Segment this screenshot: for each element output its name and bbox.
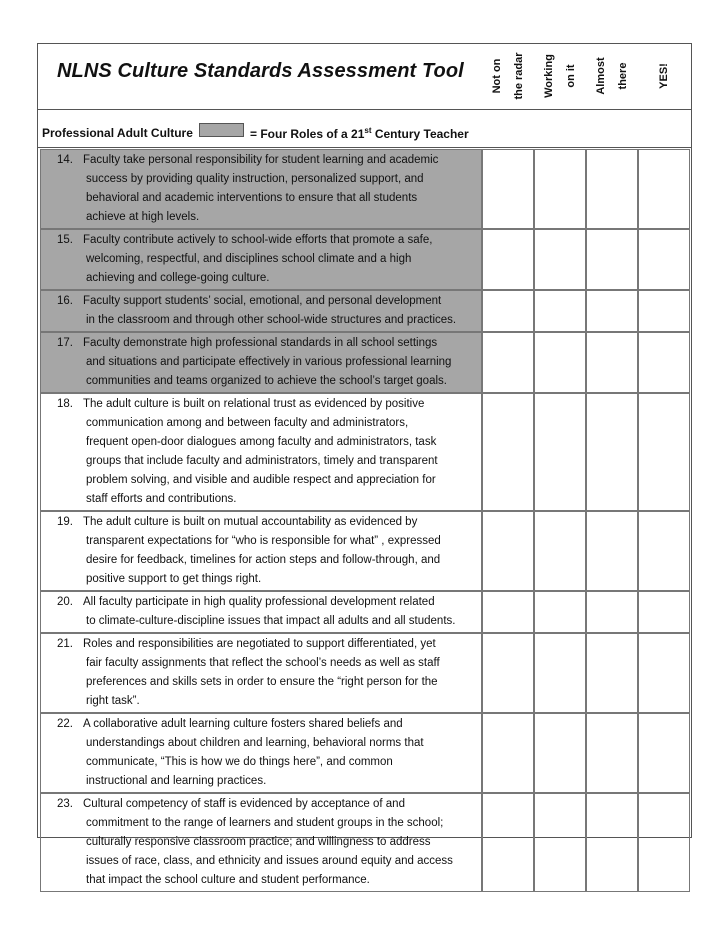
rating-label-line1: Not on: [491, 58, 503, 94]
standard-row: [37, 793, 692, 892]
standard-line-text: desire for feedback, timelines for action steps and follow-through, and: [86, 554, 441, 566]
standard-row: [37, 511, 692, 591]
legend-swatch: [199, 123, 244, 137]
standard-line: [57, 151, 487, 170]
rating-header-yes: [638, 43, 690, 109]
standard-line-text: welcoming, respectful, and disciplines school climate and a high: [86, 253, 412, 265]
standard-number: 15.: [57, 234, 73, 246]
rating-checkbox-cell[interactable]: [534, 332, 586, 393]
rating-checkbox-cell[interactable]: [482, 332, 534, 393]
rating-checkbox-cell[interactable]: [534, 591, 586, 633]
rating-checkbox-cell[interactable]: [638, 393, 690, 511]
standard-line-text: preferences and skills sets in order to ensure the “right person for the: [86, 676, 438, 688]
standard-line-text: success by providing quality instruction, personalized support, and: [86, 173, 424, 185]
standard-line: [57, 372, 487, 391]
rating-checkbox-cell[interactable]: [586, 793, 638, 892]
section-label: Professional Adult Culture: [42, 126, 193, 140]
rating-scale-header: [482, 43, 692, 109]
rating-checkbox-cell[interactable]: [482, 290, 534, 332]
standard-line: [57, 833, 487, 852]
legend-post: Century Teacher: [371, 127, 469, 141]
rating-checkbox-cell[interactable]: [638, 229, 690, 290]
rating-label-line1: YES!: [658, 63, 670, 89]
standard-line: [57, 795, 487, 814]
rating-checkbox-cell[interactable]: [586, 290, 638, 332]
rating-checkbox-cell[interactable]: [534, 713, 586, 793]
standard-line: [57, 414, 487, 433]
standard-line-text: and situations and participate effectively in various professional learning: [86, 356, 452, 368]
standard-line-text: transparent expectations for “who is responsible for what” , expressed: [86, 535, 441, 547]
standard-line-text: in the classroom and through other school-wide structures and practices.: [86, 314, 457, 326]
rating-checkbox-cell[interactable]: [482, 793, 534, 892]
rating-header-working-on-it: [534, 43, 586, 109]
standard-line: [57, 513, 487, 532]
standard-line: [57, 570, 487, 589]
standard-line: [57, 612, 487, 631]
standard-number: 17.: [57, 337, 73, 349]
standard-row: [37, 290, 692, 332]
standard-line-text: culturally responsive classroom practice; and willingness to address: [86, 836, 431, 848]
rating-checkbox-cell[interactable]: [586, 149, 638, 229]
standard-line: [57, 189, 487, 208]
standard-row: [37, 332, 692, 393]
rating-checkbox-cell[interactable]: [482, 229, 534, 290]
standard-text: [57, 513, 487, 589]
standard-text: [57, 635, 487, 711]
standard-line-text: groups that include faculty and administrators, timely and transparent: [86, 455, 438, 467]
header-divider: [37, 109, 692, 110]
rating-checkbox-cell[interactable]: [482, 393, 534, 511]
standard-line-text: commitment to the range of learners and student groups in the school;: [86, 817, 444, 829]
standard-line: [57, 334, 487, 353]
standard-line-text: communities and teams organized to achieve the school’s target goals.: [86, 375, 447, 387]
standard-line-text: problem solving, and visible and audible respect and appreciation for: [86, 474, 436, 486]
standard-line: [57, 871, 487, 890]
standard-line: [57, 471, 487, 490]
rating-checkbox-cell[interactable]: [638, 713, 690, 793]
standard-line-text: A collaborative adult learning culture fosters shared beliefs and: [83, 718, 403, 730]
standard-number: 19.: [57, 516, 73, 528]
section-divider: [37, 147, 692, 148]
rating-checkbox-cell[interactable]: [586, 393, 638, 511]
standard-line: [57, 269, 487, 288]
rating-checkbox-cell[interactable]: [638, 633, 690, 713]
standard-row: [37, 149, 692, 229]
standard-line-text: achieve at high levels.: [86, 211, 200, 223]
standard-text: [57, 593, 487, 631]
standard-line: [57, 593, 487, 612]
standard-line: [57, 311, 487, 330]
rating-checkbox-cell[interactable]: [638, 332, 690, 393]
standard-number: 22.: [57, 718, 73, 730]
rating-label-line1: Almost: [595, 57, 607, 95]
standard-line: [57, 395, 487, 414]
rating-checkbox-cell[interactable]: [586, 229, 638, 290]
standard-line: [57, 452, 487, 471]
standard-number: 16.: [57, 295, 73, 307]
standard-line-text: behavioral and academic interventions to ensure that all students: [86, 192, 418, 204]
rating-checkbox-cell[interactable]: [534, 793, 586, 892]
rating-checkbox-cell[interactable]: [534, 633, 586, 713]
standard-line: [57, 772, 487, 791]
rating-label-line2: the radar: [513, 52, 525, 100]
standard-number: 23.: [57, 798, 73, 810]
standard-line: [57, 292, 487, 311]
rating-checkbox-cell[interactable]: [586, 332, 638, 393]
standard-line: [57, 753, 487, 772]
rating-label-line2: there: [617, 62, 629, 90]
rating-checkbox-cell[interactable]: [482, 633, 534, 713]
rating-checkbox-cell[interactable]: [586, 713, 638, 793]
rating-label-line1: Working: [543, 54, 555, 98]
standard-line-text: achieving and college-going culture.: [86, 272, 270, 284]
standard-line: [57, 208, 487, 227]
standard-row: [37, 633, 692, 713]
standard-line: [57, 814, 487, 833]
rating-checkbox-cell[interactable]: [638, 591, 690, 633]
standard-text: [57, 715, 487, 791]
standard-line: [57, 715, 487, 734]
standard-line: [57, 635, 487, 654]
standard-text: [57, 334, 487, 391]
rating-checkbox-cell[interactable]: [482, 591, 534, 633]
standard-line: [57, 673, 487, 692]
standard-line-text: All faculty participate in high quality professional development related: [83, 596, 435, 608]
rating-label-line2: on it: [565, 64, 577, 88]
standard-number: 20.: [57, 596, 73, 608]
standard-number: 18.: [57, 398, 73, 410]
standard-row: [37, 393, 692, 511]
standard-line-text: frequent open-door dialogues among faculty and administrators, task: [86, 436, 437, 448]
standard-line-text: The adult culture is built on relational trust as evidenced by positive: [83, 398, 425, 410]
rating-checkbox-cell[interactable]: [534, 290, 586, 332]
rating-checkbox-cell[interactable]: [482, 511, 534, 591]
standard-line-text: communicate, “This is how we do things here”, and common: [86, 756, 393, 768]
standard-line: [57, 551, 487, 570]
standard-line: [57, 353, 487, 372]
standard-line: [57, 692, 487, 711]
standard-line: [57, 734, 487, 753]
standard-number: 14.: [57, 154, 73, 166]
rating-checkbox-cell[interactable]: [638, 511, 690, 591]
standard-line-text: fair faculty assignments that reflect the school’s needs as well as staff: [86, 657, 440, 669]
standard-line-text: to climate-culture-discipline issues that impact all adults and all students.: [86, 615, 456, 627]
legend-pre: = Four Roles of a 21: [250, 127, 365, 141]
rating-checkbox-cell[interactable]: [586, 591, 638, 633]
standard-line: [57, 490, 487, 509]
standard-line-text: right task”.: [86, 695, 140, 707]
standard-line: [57, 852, 487, 871]
standard-line-text: communication among and between faculty and administrators,: [86, 417, 409, 429]
standard-line: [57, 532, 487, 551]
standard-line-text: issues of race, class, and ethnicity and issues around equity and access: [86, 855, 453, 867]
standard-line-text: instructional and learning practices.: [86, 775, 267, 787]
standard-row: [37, 713, 692, 793]
standard-line-text: Faculty contribute actively to school-wide efforts that promote a safe,: [83, 234, 433, 246]
page-title: NLNS Culture Standards Assessment Tool: [57, 60, 464, 82]
rating-checkbox-cell[interactable]: [638, 793, 690, 892]
legend-text: [250, 126, 469, 141]
standard-line-text: Faculty support students’ social, emotional, and personal development: [83, 295, 442, 307]
rating-header-not-on-radar: [482, 43, 534, 109]
rating-checkbox-cell[interactable]: [638, 149, 690, 229]
standard-line-text: Roles and responsibilities are negotiated to support differentiated, yet: [83, 638, 436, 650]
rating-checkbox-cell[interactable]: [482, 713, 534, 793]
standard-line-text: staff efforts and contributions.: [86, 493, 237, 505]
standard-line: [57, 433, 487, 452]
rating-checkbox-cell[interactable]: [534, 511, 586, 591]
standard-line-text: that impact the school culture and student performance.: [86, 874, 370, 886]
standard-text: [57, 292, 487, 330]
standard-line: [57, 231, 487, 250]
standard-line: [57, 250, 487, 269]
standard-line-text: Faculty take personal responsibility for student learning and academic: [83, 154, 439, 166]
standard-text: [57, 395, 487, 509]
rating-checkbox-cell[interactable]: [534, 229, 586, 290]
standard-line: [57, 654, 487, 673]
rating-header-almost-there: [586, 43, 638, 109]
standard-row: [37, 591, 692, 633]
rating-checkbox-cell[interactable]: [482, 149, 534, 229]
standard-text: [57, 795, 487, 890]
legend-sup: st: [364, 126, 372, 135]
rating-checkbox-cell[interactable]: [586, 633, 638, 713]
rating-checkbox-cell[interactable]: [534, 393, 586, 511]
standard-number: 21.: [57, 638, 73, 650]
standard-line-text: understandings about children and learning, behavioral norms that: [86, 737, 424, 749]
rating-checkbox-cell[interactable]: [534, 149, 586, 229]
standard-line-text: Faculty demonstrate high professional standards in all school settings: [83, 337, 438, 349]
standard-text: [57, 231, 487, 288]
standard-line-text: Cultural competency of staff is evidenced by acceptance of and: [83, 798, 405, 810]
rating-checkbox-cell[interactable]: [638, 290, 690, 332]
standard-row: [37, 229, 692, 290]
standard-line-text: positive support to get things right.: [86, 573, 262, 585]
rating-checkbox-cell[interactable]: [586, 511, 638, 591]
standard-text: [57, 151, 487, 227]
standard-line: [57, 170, 487, 189]
standard-line-text: The adult culture is built on mutual accountability as evidenced by: [83, 516, 418, 528]
